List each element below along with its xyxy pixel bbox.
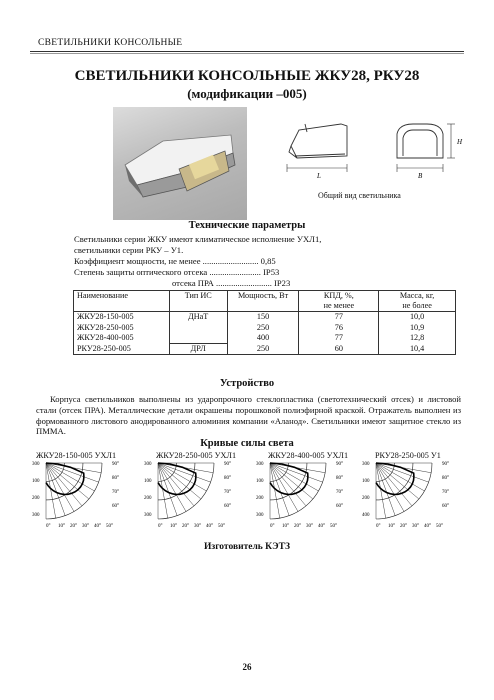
page-subtitle: (модификации –005) [187, 86, 307, 101]
angle-label: 50° [106, 524, 113, 529]
cell-efficiency: 60 [299, 343, 379, 354]
device-text: Корпуса светильников выполнены из ударопрочного стеклопластика (светотехнический отсек) и листовой стали (отсек ПРА). Металлические детали окрашены порошковой полиэфирной краской. Отражатель выполнен из формованного листового анодированного алюминия компании «Аланод». Светильники имеют защитное стекло из ПММА. [36, 394, 461, 437]
table-row [74, 312, 456, 323]
angle-label: 90° [224, 462, 231, 467]
cell-lamp-type: ДРЛ [169, 343, 227, 354]
dim-h: H [457, 138, 463, 146]
angle-label: 70° [224, 490, 231, 495]
scale-label: 300 [256, 513, 264, 518]
running-header: СВЕТИЛЬНИКИ КОНСОЛЬНЫЕ [38, 38, 183, 48]
angle-label: 30° [194, 524, 201, 529]
curves-heading: Кривые силы света [200, 438, 294, 449]
cell-power: 250 [227, 323, 299, 333]
angle-label: 60° [336, 504, 343, 509]
scale-label: 300 [144, 513, 152, 518]
polar-chart-3 [256, 459, 356, 534]
specs-heading: Технические параметры [188, 220, 306, 231]
cell-name: ЖКУ28-400-005 [74, 333, 170, 344]
angle-label: 90° [442, 462, 449, 467]
angle-label: 90° [336, 462, 343, 467]
angle-label: 20° [182, 524, 189, 529]
angle-label: 40° [94, 524, 101, 529]
cell-efficiency: 76 [299, 323, 379, 333]
spec-line-4: Степень защиты оптического отсека ........................ IP53 [74, 267, 280, 277]
parameters-table [73, 290, 456, 355]
scale-label: 100 [256, 479, 264, 484]
cell-mass: 10,0 [379, 312, 456, 323]
angle-label: 60° [224, 504, 231, 509]
angle-label: 10° [282, 524, 289, 529]
cell-lamp-type [169, 323, 227, 333]
scale-label: 300 [362, 462, 370, 467]
spec-line-5: отсека ПРА .......................... IP23 [172, 278, 291, 288]
scale-label: 100 [32, 479, 40, 484]
luminaire-photo-image [113, 107, 247, 220]
cell-efficiency: 77 [299, 333, 379, 344]
curve-label-4: РКУ28-250-005 У1 [375, 451, 441, 460]
table-row [74, 333, 456, 344]
header-name: Наименование [74, 291, 170, 302]
angle-label: 10° [58, 524, 65, 529]
angle-label: 60° [442, 504, 449, 509]
angle-label: 20° [294, 524, 301, 529]
spec-line-2: светильники серии РКУ – У1. [74, 245, 184, 255]
luminaire-photo [113, 107, 247, 220]
header-lamp-type: Тип ИС [169, 291, 227, 302]
header-rule [30, 51, 464, 52]
cell-mass: 10,9 [379, 323, 456, 333]
figure-caption: Общий вид светильника [318, 191, 401, 200]
scale-label: 200 [256, 496, 264, 501]
scale-label: 100 [144, 479, 152, 484]
cell-power: 400 [227, 333, 299, 344]
angle-label: 30° [412, 524, 419, 529]
cell-mass: 12,8 [379, 333, 456, 344]
angle-label: 40° [318, 524, 325, 529]
curve-label-1: ЖКУ28-150-005 УХЛ1 [36, 451, 117, 460]
spec-line-1: Светильники серии ЖКУ имеют климатическое исполнение УХЛ1, [74, 234, 322, 244]
angle-label: 20° [70, 524, 77, 529]
device-heading: Устройство [219, 378, 275, 389]
table-row [74, 343, 456, 354]
manufacturer: Изготовитель КЭТЗ [204, 542, 290, 552]
angle-label: 0° [46, 524, 51, 529]
angle-label: 0° [376, 524, 381, 529]
scale-label: 300 [32, 462, 40, 467]
header-efficiency-2: не менее [299, 301, 379, 312]
page-number: 26 [242, 662, 252, 672]
curve-label-2: ЖКУ28-250-005 УХЛ1 [156, 451, 237, 460]
cell-name: РКУ28-250-005 [74, 343, 170, 354]
angle-label: 20° [400, 524, 407, 529]
angle-label: 80° [336, 476, 343, 481]
header-power-2 [227, 301, 299, 312]
angle-label: 40° [424, 524, 431, 529]
dim-b: B [418, 172, 423, 180]
angle-label: 30° [306, 524, 313, 529]
cell-mass: 10,4 [379, 343, 456, 354]
scale-label: 200 [144, 496, 152, 501]
scale-label: 300 [32, 513, 40, 518]
angle-label: 70° [442, 490, 449, 495]
angle-label: 30° [82, 524, 89, 529]
angle-label: 10° [388, 524, 395, 529]
luminaire-drawing [285, 112, 465, 182]
scale-label: 200 [32, 496, 40, 501]
dim-l: L [317, 172, 321, 180]
header-rule-thin [30, 53, 464, 54]
angle-label: 0° [270, 524, 275, 529]
scale-label: 100 [362, 479, 370, 484]
outline-drawing [285, 112, 465, 182]
spec-line-3: Коэффициент мощности, не менее .......................... 0,85 [74, 256, 276, 266]
angle-label: 90° [112, 462, 119, 467]
cell-power: 250 [227, 343, 299, 354]
header-efficiency: КПД, %, [299, 291, 379, 302]
cell-efficiency: 77 [299, 312, 379, 323]
angle-label: 40° [206, 524, 213, 529]
angle-label: 0° [158, 524, 163, 529]
angle-label: 70° [336, 490, 343, 495]
table-header-row-2 [74, 301, 456, 312]
header-mass: Масса, кг, [379, 291, 456, 302]
scale-label: 300 [144, 462, 152, 467]
table-header-row [74, 291, 456, 302]
angle-label: 70° [112, 490, 119, 495]
angle-label: 80° [112, 476, 119, 481]
page-title: СВЕТИЛЬНИКИ КОНСОЛЬНЫЕ ЖКУ28, РКУ28 [74, 68, 420, 84]
header-lamp-type-2 [169, 301, 227, 312]
polar-chart-1 [32, 459, 132, 534]
header-mass-2: не более [379, 301, 456, 312]
angle-label: 10° [170, 524, 177, 529]
header-name-2 [74, 301, 170, 312]
polar-chart-4 [362, 459, 462, 534]
curve-label-3: ЖКУ28-400-005 УХЛ1 [268, 451, 349, 460]
table-row [74, 323, 456, 333]
header-power: Мощность, Вт [227, 291, 299, 302]
cell-lamp-type: ДНаТ [169, 312, 227, 323]
cell-power: 150 [227, 312, 299, 323]
angle-label: 50° [330, 524, 337, 529]
angle-label: 60° [112, 504, 119, 509]
scale-label: 200 [362, 496, 370, 501]
angle-label: 80° [442, 476, 449, 481]
cell-name: ЖКУ28-150-005 [74, 312, 170, 323]
cell-lamp-type [169, 333, 227, 344]
angle-label: 80° [224, 476, 231, 481]
cell-name: ЖКУ28-250-005 [74, 323, 170, 333]
angle-label: 50° [436, 524, 443, 529]
scale-label: 300 [256, 462, 264, 467]
angle-label: 50° [218, 524, 225, 529]
scale-label: 400 [362, 513, 370, 518]
polar-chart-2 [144, 459, 244, 534]
